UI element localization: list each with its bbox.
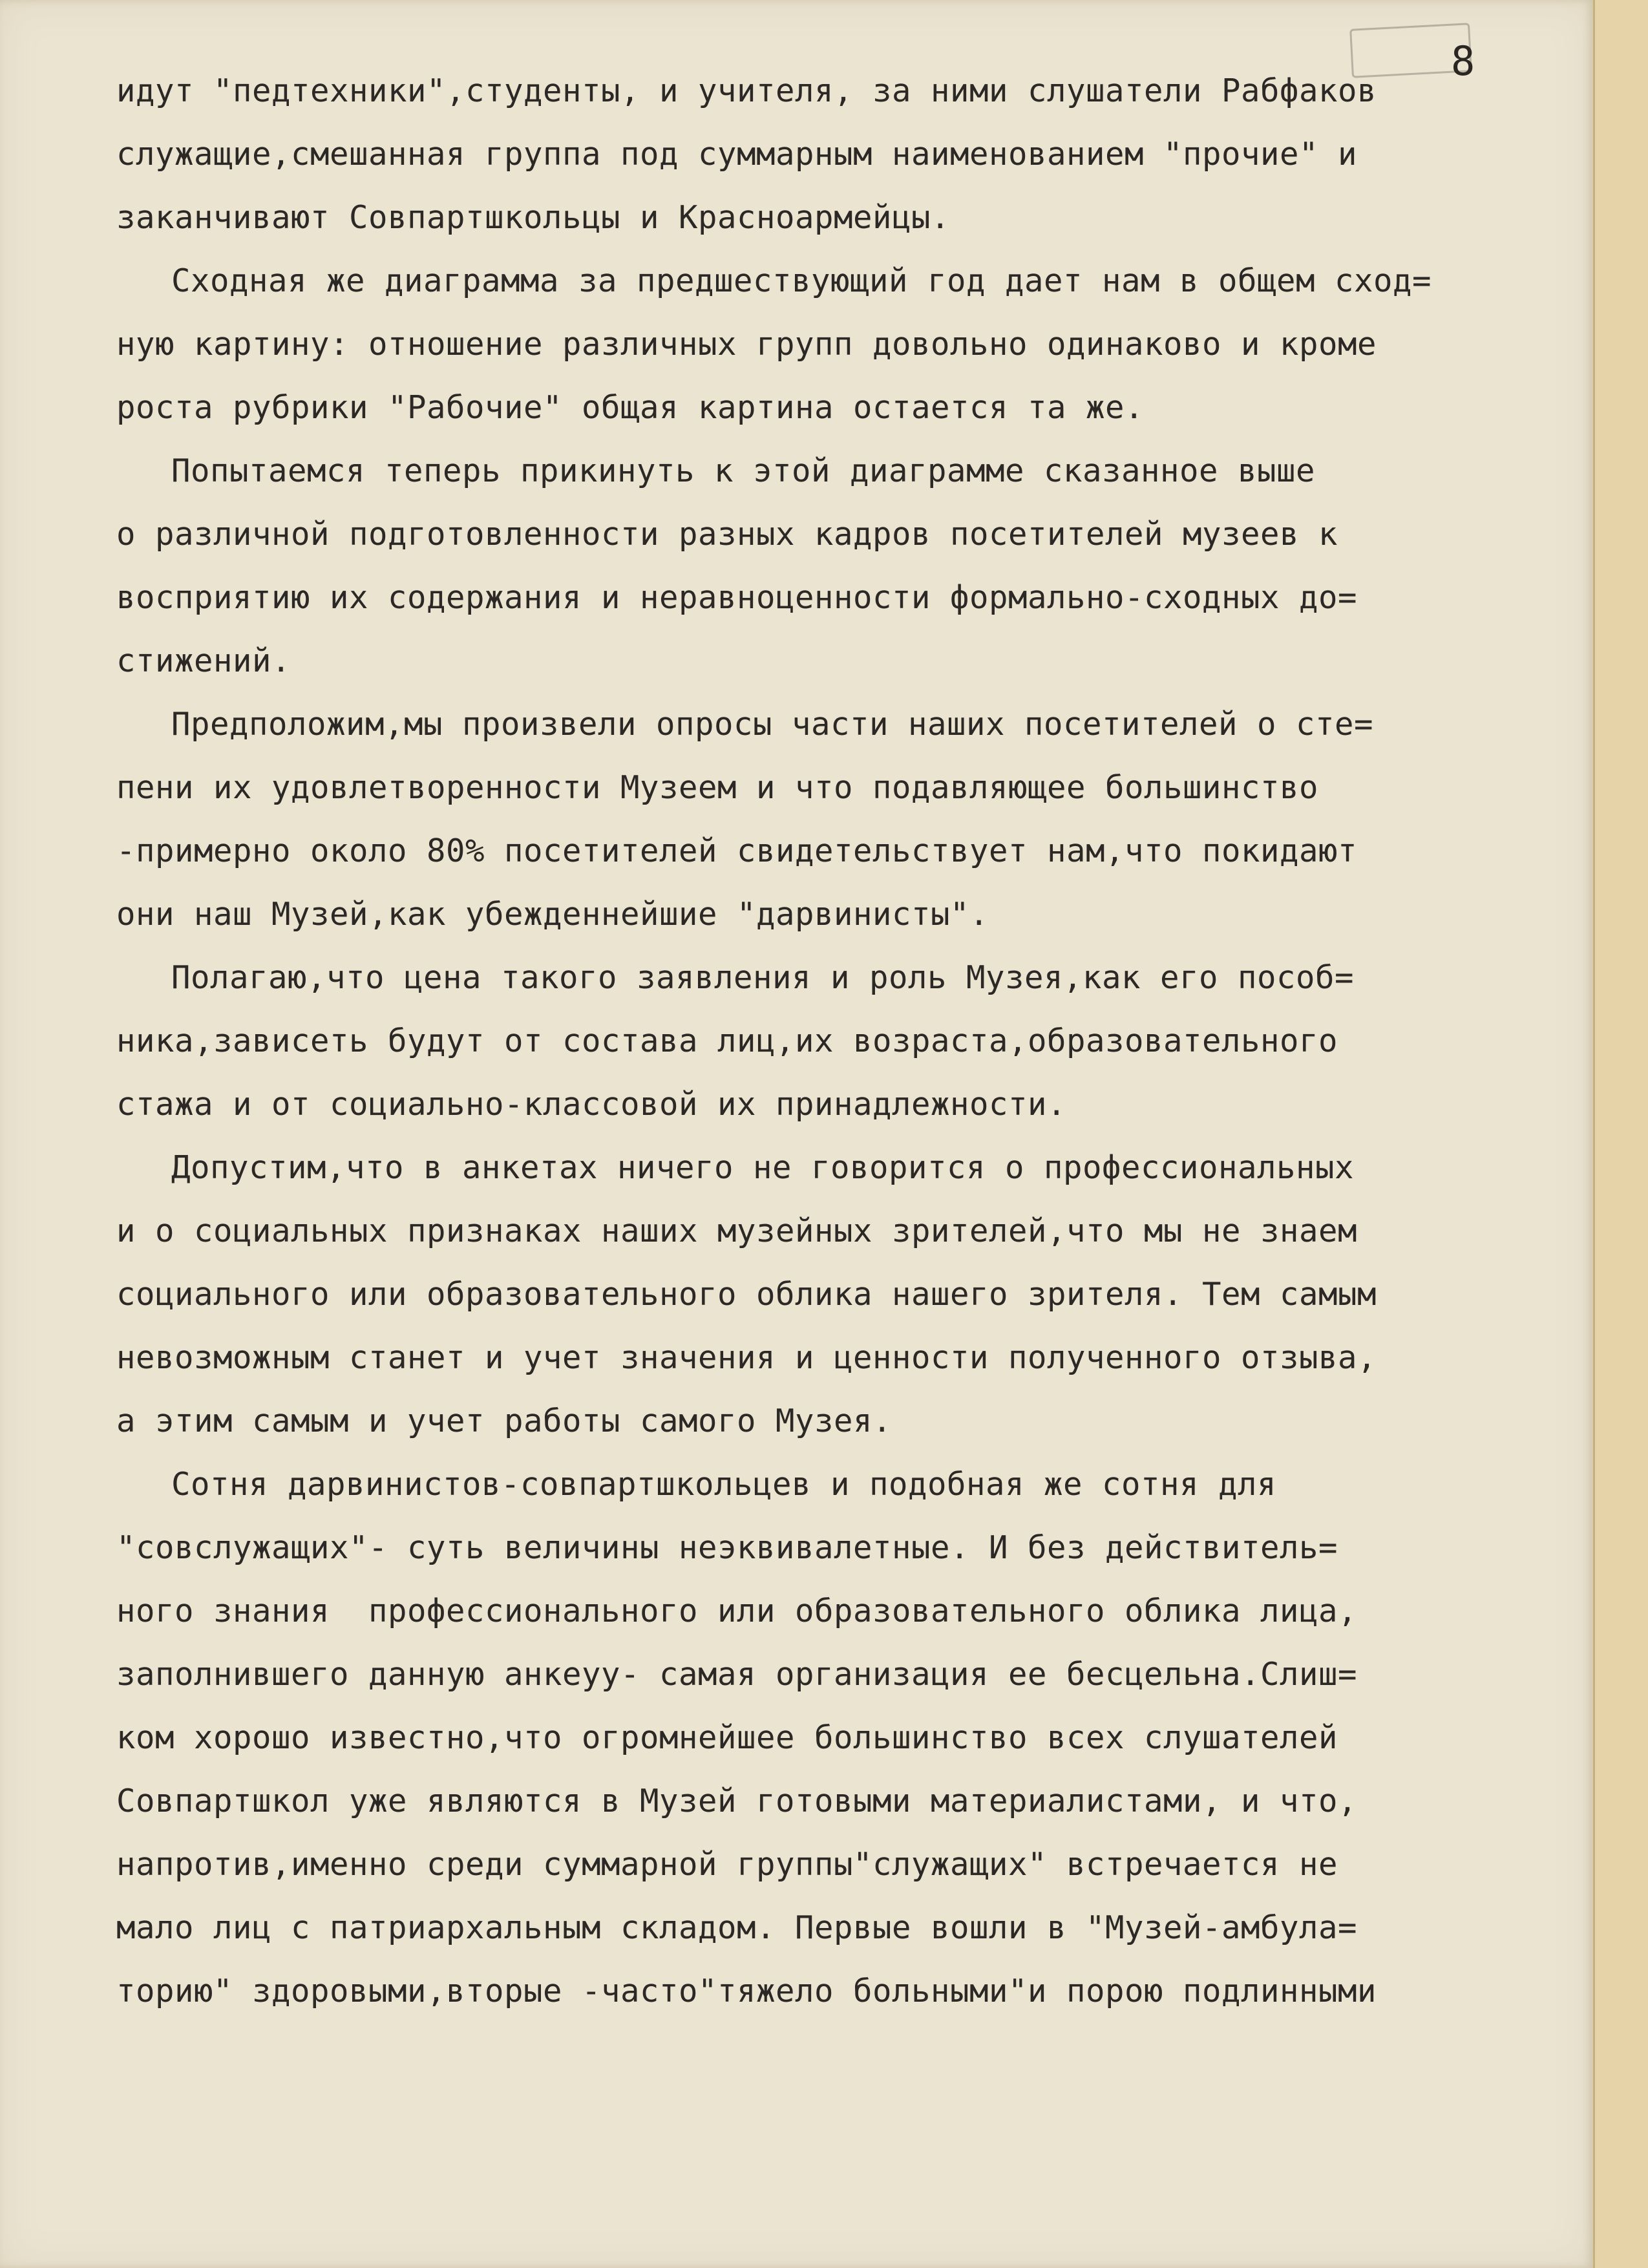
text-line: ную картину: отношение различных групп довольно одинаково и кроме <box>116 326 1377 363</box>
text-line: Допустим,что в анкетах ничего не говорится о профессиональных <box>171 1149 1355 1186</box>
text-line: ника,зависеть будут от состава лиц,их возраста,образовательного <box>116 1023 1338 1059</box>
text-line: "совслужащих"- суть величины неэквивалетные. И без действитель= <box>116 1529 1338 1566</box>
text-line: Совпартшкол уже являются в Музей готовыми материалистами, и что, <box>116 1783 1358 1819</box>
text-line: Предположим,мы произвели опросы части наших посетителей о сте= <box>171 706 1374 743</box>
text-line: стижений. <box>116 642 291 679</box>
text-line: пени их удовлетворенности Музеем и что подавляющее большинство <box>116 769 1319 806</box>
page-edge-strip <box>1593 0 1648 2268</box>
text-line: ком хорошо известно,что огромнейшее большинство всех слушателей <box>116 1719 1338 1756</box>
text-line: восприятию их содержания и неравноценности формально-сходных до= <box>116 579 1358 616</box>
text-line: Сотня дарвинистов-совпартшкольцев и подобная же сотня для <box>171 1466 1277 1503</box>
text-line: а этим самым и учет работы самого Музея. <box>116 1403 893 1439</box>
text-line: служащие,смешанная группа под суммарным наименованием "прочие" и <box>116 136 1358 173</box>
text-line: Сходная же диаграмма за предшествующий год дает нам в общем сход= <box>171 262 1432 299</box>
text-line: заканчивают Совпартшкольцы и Красноармейцы. <box>116 199 951 236</box>
text-line: Полагаю,что цена такого заявления и роль Музея,как его пособ= <box>171 959 1355 996</box>
text-line: напротив,именно среди суммарной группы"служащих" встречается не <box>116 1846 1338 1883</box>
text-line: роста рубрики "Рабочие" общая картина остается та же. <box>116 389 1145 426</box>
text-line: невозможным станет и учет значения и ценности полученного отзыва, <box>116 1339 1377 1376</box>
text-line: мало лиц с патриархальным складом. Первые вошли в "Музей-амбула= <box>116 1909 1358 1946</box>
text-line: о различной подготовленности разных кадров посетителей музеев к <box>116 516 1338 553</box>
text-line: торию" здоровыми,вторые -часто"тяжело больными"и порою подлинными <box>116 1973 1377 2009</box>
text-line: социального или образовательного облика нашего зрителя. Тем самым <box>116 1276 1377 1313</box>
text-line: стажа и от социально-классовой их принадлежности. <box>116 1086 1067 1123</box>
text-line: Попытаемся теперь прикинуть к этой диаграмме сказанное выше <box>171 452 1316 489</box>
text-line: заполнившего данную анкеуу- самая организация ее бесцельна.Слиш= <box>116 1656 1358 1693</box>
text-line: идут "педтехники",студенты, и учителя, за ними слушатели Рабфаков <box>116 72 1377 109</box>
text-line: ного знания профессионального или образовательного облика лица, <box>116 1593 1358 1629</box>
typewritten-text <box>116 59 1558 2023</box>
page-number: 8 <box>1451 37 1475 85</box>
text-line: они наш Музей,как убежденнейшие "дарвинисты". <box>116 896 989 933</box>
text-line: и о социальных признаках наших музейных зрителей,что мы не знаем <box>116 1213 1358 1249</box>
text-line: -примерно около 80% посетителей свидетельствует нам,что покидают <box>116 832 1358 869</box>
